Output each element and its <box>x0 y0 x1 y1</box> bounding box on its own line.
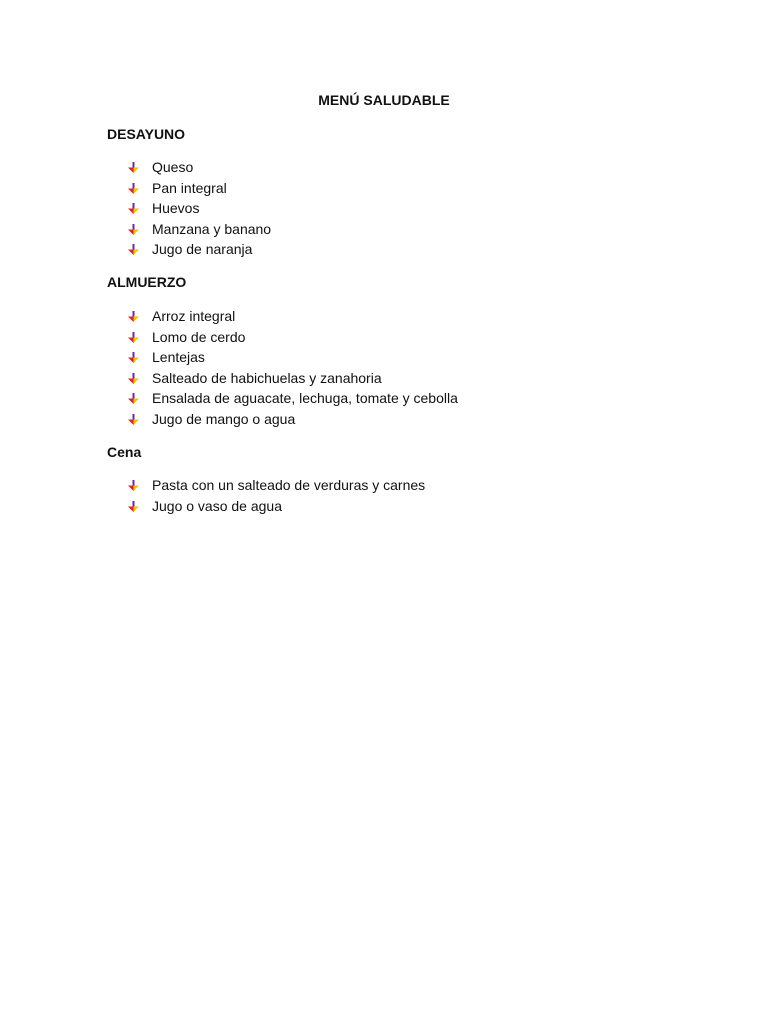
desayuno-list <box>128 157 271 260</box>
arrow-down-bullet-icon <box>128 224 139 235</box>
list-item: Pasta con un salteado de verduras y carnes <box>128 475 425 496</box>
arrow-down-bullet-icon <box>128 393 139 404</box>
arrow-down-bullet-icon <box>128 352 139 363</box>
section-heading-cena: Cena <box>107 444 142 460</box>
cena-list <box>128 475 425 516</box>
list-item: Jugo de naranja <box>128 239 271 260</box>
arrow-down-bullet-icon <box>128 203 139 214</box>
arrow-down-bullet-icon <box>128 414 139 425</box>
list-item: Jugo o vaso de agua <box>128 496 425 517</box>
list-item: Lentejas <box>128 347 458 368</box>
arrow-down-bullet-icon <box>128 244 139 255</box>
arrow-down-bullet-icon <box>128 480 139 491</box>
section-heading-desayuno: DESAYUNO <box>107 126 186 142</box>
list-item: Salteado de habichuelas y zanahoria <box>128 368 458 389</box>
almuerzo-list <box>128 306 458 429</box>
list-item: Lomo de cerdo <box>128 327 458 348</box>
arrow-down-bullet-icon <box>128 332 139 343</box>
list-item: Arroz integral <box>128 306 458 327</box>
list-item: Manzana y banano <box>128 219 271 240</box>
arrow-down-bullet-icon <box>128 183 139 194</box>
arrow-down-bullet-icon <box>128 373 139 384</box>
arrow-down-bullet-icon <box>128 162 139 173</box>
section-heading-almuerzo: ALMUERZO <box>107 274 187 290</box>
list-item: Ensalada de aguacate, lechuga, tomate y cebolla <box>128 388 458 409</box>
page-title: MENÚ SALUDABLE <box>318 92 450 108</box>
arrow-down-bullet-icon <box>128 311 139 322</box>
list-item: Jugo de mango o agua <box>128 409 458 430</box>
list-item: Huevos <box>128 198 271 219</box>
list-item: Queso <box>128 157 271 178</box>
arrow-down-bullet-icon <box>128 501 139 512</box>
list-item: Pan integral <box>128 178 271 199</box>
